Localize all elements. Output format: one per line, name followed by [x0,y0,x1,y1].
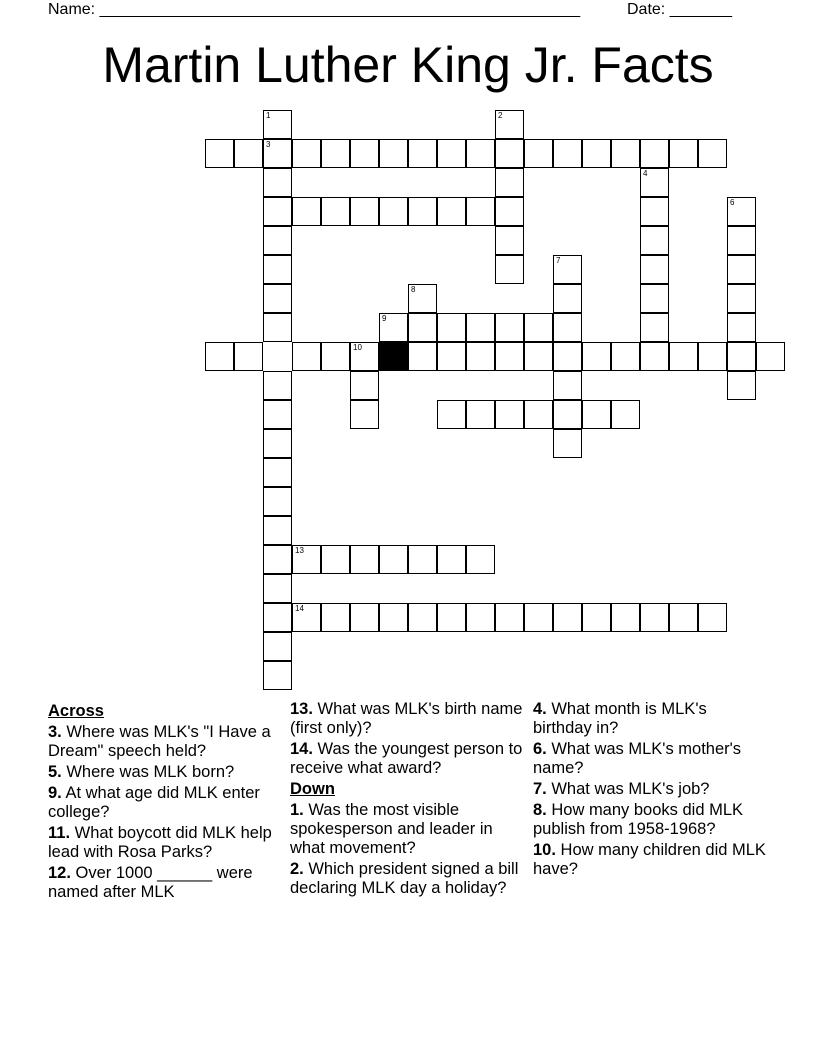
grid-cell[interactable] [756,342,785,371]
grid-cell[interactable] [321,603,350,632]
grid-cell[interactable] [263,197,292,226]
grid-cell[interactable] [553,284,582,313]
grid-cell[interactable] [698,139,727,168]
grid-cell[interactable] [640,168,669,197]
grid-cell[interactable] [466,545,495,574]
clue-item-text: What was MLK's job? [546,780,710,798]
grid-cell[interactable] [263,603,292,632]
grid-cell[interactable] [611,139,640,168]
grid-cell[interactable] [495,168,524,197]
grid-cell[interactable] [350,603,379,632]
clue-item [290,740,525,778]
grid-cell[interactable] [234,139,263,168]
clue-number: 8 [411,285,416,294]
grid-cell[interactable] [408,139,437,168]
grid-cell[interactable] [553,255,582,284]
grid-cell[interactable] [640,197,669,226]
grid-cell[interactable] [524,342,553,371]
clue-number: 2 [498,111,503,120]
grid-block [379,342,408,371]
clue-item-number: 10. [533,841,556,859]
clue-item-number: 8. [533,801,547,819]
grid-cell[interactable] [437,603,466,632]
grid-cell[interactable] [408,545,437,574]
grid-cell[interactable] [582,342,611,371]
clue-item [290,801,525,858]
grid-cell[interactable] [669,342,698,371]
grid-cell[interactable] [292,603,321,632]
grid-cell[interactable] [669,139,698,168]
clue-item [533,740,768,778]
clue-item-number: 2. [290,860,304,878]
grid-cell[interactable] [582,139,611,168]
clue-number: 13 [295,546,304,555]
clue-number: 6 [730,198,735,207]
grid-cell[interactable] [495,226,524,255]
clue-item [533,780,768,799]
clue-item-number: 4. [533,700,547,718]
grid-cell[interactable] [466,603,495,632]
grid-cell[interactable] [553,313,582,342]
clue-number: 4 [643,169,648,178]
clue-item [533,700,768,738]
grid-cell[interactable] [263,429,292,458]
grid-cell[interactable] [495,313,524,342]
grid-cell[interactable] [553,400,582,429]
grid-cell[interactable] [727,371,756,400]
clue-item-text: Which president signed a bill declaring MLK day a holiday? [290,860,519,897]
name-field[interactable]: Name: ______________________________________________________ [48,1,581,18]
clue-item-text: At what age did MLK enter college? [48,784,260,821]
grid-cell[interactable] [466,139,495,168]
grid-cell[interactable] [263,139,292,168]
grid-cell[interactable] [379,197,408,226]
across-heading: Across [48,702,104,720]
grid-cell[interactable] [234,342,263,371]
grid-cell[interactable] [495,603,524,632]
clue-item-text: What month is MLK's birthday in? [533,700,707,737]
clue-item-text: How many children did MLK have? [533,841,766,878]
grid-cell[interactable] [611,603,640,632]
grid-cell[interactable] [611,342,640,371]
grid-cell[interactable] [437,342,466,371]
grid-cell[interactable] [669,603,698,632]
clue-item-number: 11. [48,824,71,842]
grid-cell[interactable] [582,400,611,429]
grid-cell[interactable] [698,603,727,632]
grid-cell[interactable] [640,255,669,284]
grid-cell[interactable] [350,371,379,400]
clue-number: 10 [353,343,362,352]
grid-cell[interactable] [350,545,379,574]
grid-cell[interactable] [408,342,437,371]
grid-cell[interactable] [640,313,669,342]
grid-cell[interactable] [524,603,553,632]
grid-cell[interactable] [408,603,437,632]
grid-cell[interactable] [263,168,292,197]
grid-cell[interactable] [263,255,292,284]
grid-cell[interactable] [292,197,321,226]
grid-cell[interactable] [437,545,466,574]
clue-item-text: Over 1000 ______ were named after MLK [48,864,253,901]
clue-item-text: Was the youngest person to receive what award? [290,740,523,777]
grid-cell[interactable] [408,284,437,313]
grid-cell[interactable] [495,110,524,139]
grid-cell[interactable] [263,400,292,429]
grid-cell[interactable] [263,545,292,574]
clue-item-number: 1. [290,801,304,819]
grid-cell[interactable] [727,342,756,371]
grid-cell[interactable] [205,342,234,371]
clue-number: 3 [266,140,271,149]
clues-column-3 [533,700,768,881]
grid-cell[interactable] [263,313,292,342]
clue-item-number: 3. [48,723,62,741]
grid-cell[interactable] [263,632,292,661]
grid-cell[interactable] [292,342,321,371]
grid-cell[interactable] [495,255,524,284]
grid-cell[interactable] [611,400,640,429]
clue-item [48,723,283,761]
grid-cell[interactable] [524,139,553,168]
clue-item-text: What boycott did MLK help lead with Rosa Parks? [48,824,272,861]
grid-cell[interactable] [437,139,466,168]
grid-cell[interactable] [640,226,669,255]
clue-item [533,841,768,879]
grid-cell[interactable] [205,139,234,168]
grid-cell[interactable] [727,197,756,226]
clue-item-number: 14. [290,740,313,758]
grid-cell[interactable] [466,313,495,342]
clue-number: 7 [556,256,561,265]
clue-item [48,784,283,822]
clue-item-number: 12. [48,864,71,882]
grid-cell[interactable] [379,603,408,632]
clue-item-text: Was the most visible spokesperson and leader in what movement? [290,801,493,857]
clues-column-2 [290,700,525,900]
clue-item-number: 7. [533,780,547,798]
grid-cell[interactable] [466,197,495,226]
clue-item-number: 6. [533,740,547,758]
clue-item [48,763,283,782]
grid-cell[interactable] [640,284,669,313]
grid-cell[interactable] [263,226,292,255]
clue-item-text: Where was MLK's "I Have a Dream" speech held? [48,723,271,760]
grid-cell[interactable] [495,342,524,371]
grid-cell[interactable] [263,458,292,487]
grid-cell[interactable] [698,342,727,371]
grid-cell[interactable] [437,197,466,226]
clue-item-number: 13. [290,700,313,718]
clue-item [290,700,525,738]
grid-cell[interactable] [553,371,582,400]
clue-item-text: How many books did MLK publish from 1958-1968? [533,801,744,838]
clue-item [290,860,525,898]
grid-cell[interactable] [350,400,379,429]
grid-cell[interactable] [495,400,524,429]
grid-cell[interactable] [263,371,292,400]
clue-item [533,801,768,839]
grid-cell[interactable] [437,313,466,342]
grid-cell[interactable] [350,139,379,168]
grid-cell[interactable] [727,284,756,313]
clue-item-text: Where was MLK born? [61,763,235,781]
page-title: Martin Luther King Jr. Facts [102,37,714,93]
grid-cell[interactable] [553,429,582,458]
grid-cell[interactable] [292,139,321,168]
grid-cell[interactable] [263,487,292,516]
clue-number: 14 [295,604,304,613]
down-heading: Down [290,780,335,798]
grid-cell[interactable] [263,661,292,690]
grid-cell[interactable] [350,342,379,371]
grid-cell[interactable] [321,197,350,226]
grid-cell[interactable] [640,603,669,632]
clue-item-number: 9. [48,784,62,802]
clue-number: 9 [382,314,387,323]
grid-cell[interactable] [408,197,437,226]
grid-cell[interactable] [727,226,756,255]
grid-cell[interactable] [321,342,350,371]
grid-cell[interactable] [292,545,321,574]
clues-column-1 [48,700,283,904]
clue-item [48,864,283,902]
grid-cell[interactable] [263,574,292,603]
clue-number: 1 [266,111,271,120]
grid-cell[interactable] [466,400,495,429]
grid-cell[interactable] [640,139,669,168]
grid-cell[interactable] [524,313,553,342]
clue-item-number: 5. [48,763,62,781]
grid-cell[interactable] [408,313,437,342]
grid-cell[interactable] [466,342,495,371]
grid-cell[interactable] [553,139,582,168]
grid-cell[interactable] [321,139,350,168]
grid-cell[interactable] [524,400,553,429]
grid-cell[interactable] [640,342,669,371]
grid-cell[interactable] [263,284,292,313]
grid-cell[interactable] [263,516,292,545]
date-field[interactable]: Date: _______ [627,1,732,18]
grid-cell[interactable] [379,545,408,574]
clue-item [48,824,283,862]
grid-cell[interactable] [495,139,524,168]
grid-cell[interactable] [263,110,292,139]
grid-cell[interactable] [495,197,524,226]
clue-item-text: What was MLK's birth name (first only)? [290,700,523,737]
grid-cell[interactable] [727,255,756,284]
grid-cell[interactable] [553,603,582,632]
grid-cell[interactable] [321,545,350,574]
grid-cell[interactable] [727,313,756,342]
grid-cell[interactable] [350,197,379,226]
grid-cell[interactable] [379,139,408,168]
grid-cell[interactable] [379,313,408,342]
grid-cell[interactable] [437,400,466,429]
grid-cell[interactable] [553,342,582,371]
grid-cell[interactable] [582,603,611,632]
clue-item-text: What was MLK's mother's name? [533,740,742,777]
